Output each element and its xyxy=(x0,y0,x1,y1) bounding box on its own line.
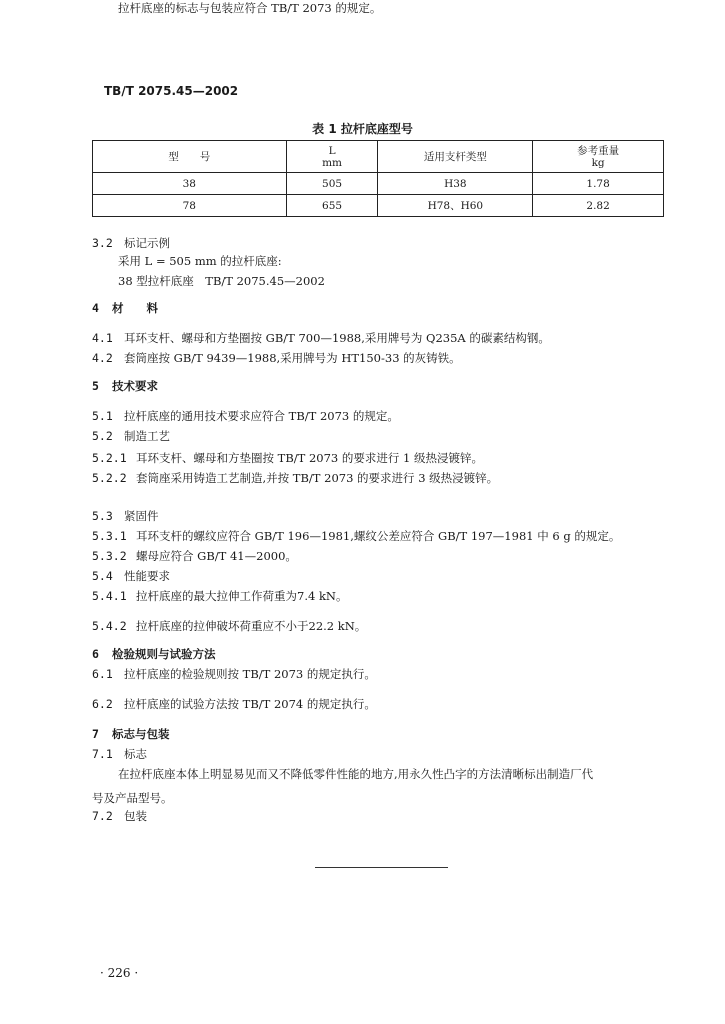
section-text: 制造工艺 xyxy=(124,429,170,443)
section-number: 3.2 xyxy=(92,236,113,250)
cell-rod-type: H38 xyxy=(378,173,533,195)
section-line xyxy=(118,273,325,289)
section-line xyxy=(92,746,147,762)
cell-length: 655 xyxy=(286,195,378,217)
section-line xyxy=(118,766,593,782)
section-text: 在拉杆底座本体上明显易见而又不降低零件性能的地方,用永久性凸字的方法清晰标出制造厂代 xyxy=(118,767,594,781)
section-number: 6 xyxy=(92,647,99,661)
section-line xyxy=(92,548,297,564)
section-number: 7.1 xyxy=(92,747,113,761)
section-text: 采用 L = 505 mm 的拉杆底座: xyxy=(118,254,282,268)
section-text: 标记示例 xyxy=(124,236,170,250)
section-number: 6.1 xyxy=(92,667,113,681)
section-text: 拉杆底座的最大拉伸工作荷重为7.4 kN。 xyxy=(136,589,348,603)
section-text: 套筒座采用铸造工艺制造,并按 TB/T 2073 的要求进行 3 级热浸镀锌。 xyxy=(136,471,499,485)
section-number: 4 xyxy=(92,301,99,315)
section-text: 紧固件 xyxy=(124,509,159,523)
col-header-weight: 参考重量 kg xyxy=(533,141,664,173)
standard-header: TB/T 2075.45—2002 xyxy=(104,84,239,98)
section-number: 4.1 xyxy=(92,331,113,345)
section-number: 5.2.2 xyxy=(92,471,127,485)
section-line xyxy=(92,568,170,584)
section-heading xyxy=(92,378,158,394)
col-header-model: 型 号 xyxy=(93,141,287,173)
section-text: 耳环支杆、螺母和方垫圈按 GB/T 700—1988,采用牌号为 Q235A 的碳素结构钢。 xyxy=(124,331,550,345)
section-text: 耳环支杆的螺纹应符合 GB/T 196—1981,螺纹公差应符合 GB/T 197—1981 中 6 g 的规定。 xyxy=(136,529,621,543)
section-text: 螺母应符合 GB/T 41—2000。 xyxy=(136,549,297,563)
section-text: 拉杆底座的通用技术要求应符合 TB/T 2073 的规定。 xyxy=(124,409,399,423)
section-line xyxy=(92,408,399,424)
model-table xyxy=(92,140,664,217)
section-line xyxy=(92,470,498,486)
section-number: 5.3 xyxy=(92,509,113,523)
cell-model: 38 xyxy=(93,173,287,195)
cell-length: 505 xyxy=(286,173,378,195)
section-line xyxy=(118,0,381,16)
section-heading xyxy=(92,726,170,742)
section-text: 耳环支杆、螺母和方垫圈按 TB/T 2073 的要求进行 1 级热浸镀锌。 xyxy=(136,451,484,465)
cell-rod-type: H78、H60 xyxy=(378,195,533,217)
cell-model: 78 xyxy=(93,195,287,217)
section-line xyxy=(92,696,376,712)
cell-weight: 1.78 xyxy=(533,173,664,195)
section-text: 套筒座按 GB/T 9439—1988,采用牌号为 HT150-33 的灰铸铁。 xyxy=(124,351,461,365)
section-text: 标志与包装 xyxy=(112,727,170,741)
section-number: 5.3.2 xyxy=(92,549,127,563)
section-number: 7 xyxy=(92,727,99,741)
section-line xyxy=(92,508,159,524)
section-number: 4.2 xyxy=(92,351,113,365)
section-line xyxy=(92,235,170,251)
section-number: 5.3.1 xyxy=(92,529,127,543)
col-header-length: L mm xyxy=(286,141,378,173)
page-number: · 226 · xyxy=(100,966,139,980)
section-line xyxy=(92,330,550,346)
section-number: 5.2.1 xyxy=(92,451,127,465)
table-row xyxy=(93,195,664,217)
section-text: 技术要求 xyxy=(112,379,158,393)
table-row xyxy=(93,173,664,195)
section-text: 拉杆底座的试验方法按 TB/T 2074 的规定执行。 xyxy=(124,697,376,711)
section-line xyxy=(92,350,461,366)
section-number: 5.1 xyxy=(92,409,113,423)
section-line xyxy=(92,528,620,544)
section-heading xyxy=(92,300,158,316)
section-number: 7.2 xyxy=(92,809,113,823)
section-line xyxy=(92,618,366,634)
section-heading xyxy=(92,646,216,662)
section-line xyxy=(92,790,173,806)
section-line xyxy=(92,450,483,466)
section-text: 38 型拉杆底座 TB/T 2075.45—2002 xyxy=(118,274,325,288)
section-number: 5.4.1 xyxy=(92,589,127,603)
section-line xyxy=(92,588,347,604)
section-number: 5.4.2 xyxy=(92,619,127,633)
cell-weight: 2.82 xyxy=(533,195,664,217)
col-header-rod-type: 适用支杆类型 xyxy=(378,141,533,173)
section-number: 5 xyxy=(92,379,99,393)
section-text: 检验规则与试验方法 xyxy=(112,647,216,661)
section-number: 6.2 xyxy=(92,697,113,711)
section-line xyxy=(118,253,282,269)
table-header-row xyxy=(93,141,664,173)
section-text: 拉杆底座的检验规则按 TB/T 2073 的规定执行。 xyxy=(124,667,376,681)
section-number: 5.4 xyxy=(92,569,113,583)
section-line xyxy=(92,428,170,444)
section-line xyxy=(92,808,147,824)
section-text: 性能要求 xyxy=(124,569,170,583)
section-number: 5.2 xyxy=(92,429,113,443)
table-caption: 表 1 拉杆底座型号 xyxy=(312,122,413,136)
end-rule xyxy=(315,867,448,868)
section-text: 号及产品型号。 xyxy=(92,791,173,805)
section-text: 包装 xyxy=(124,809,147,823)
section-line xyxy=(92,666,376,682)
section-text: 材 料 xyxy=(112,301,158,315)
section-text: 标志 xyxy=(124,747,147,761)
section-text: 拉杆底座的拉伸破坏荷重应不小于22.2 kN。 xyxy=(136,619,367,633)
section-text: 拉杆底座的标志与包装应符合 TB/T 2073 的规定。 xyxy=(118,1,382,15)
